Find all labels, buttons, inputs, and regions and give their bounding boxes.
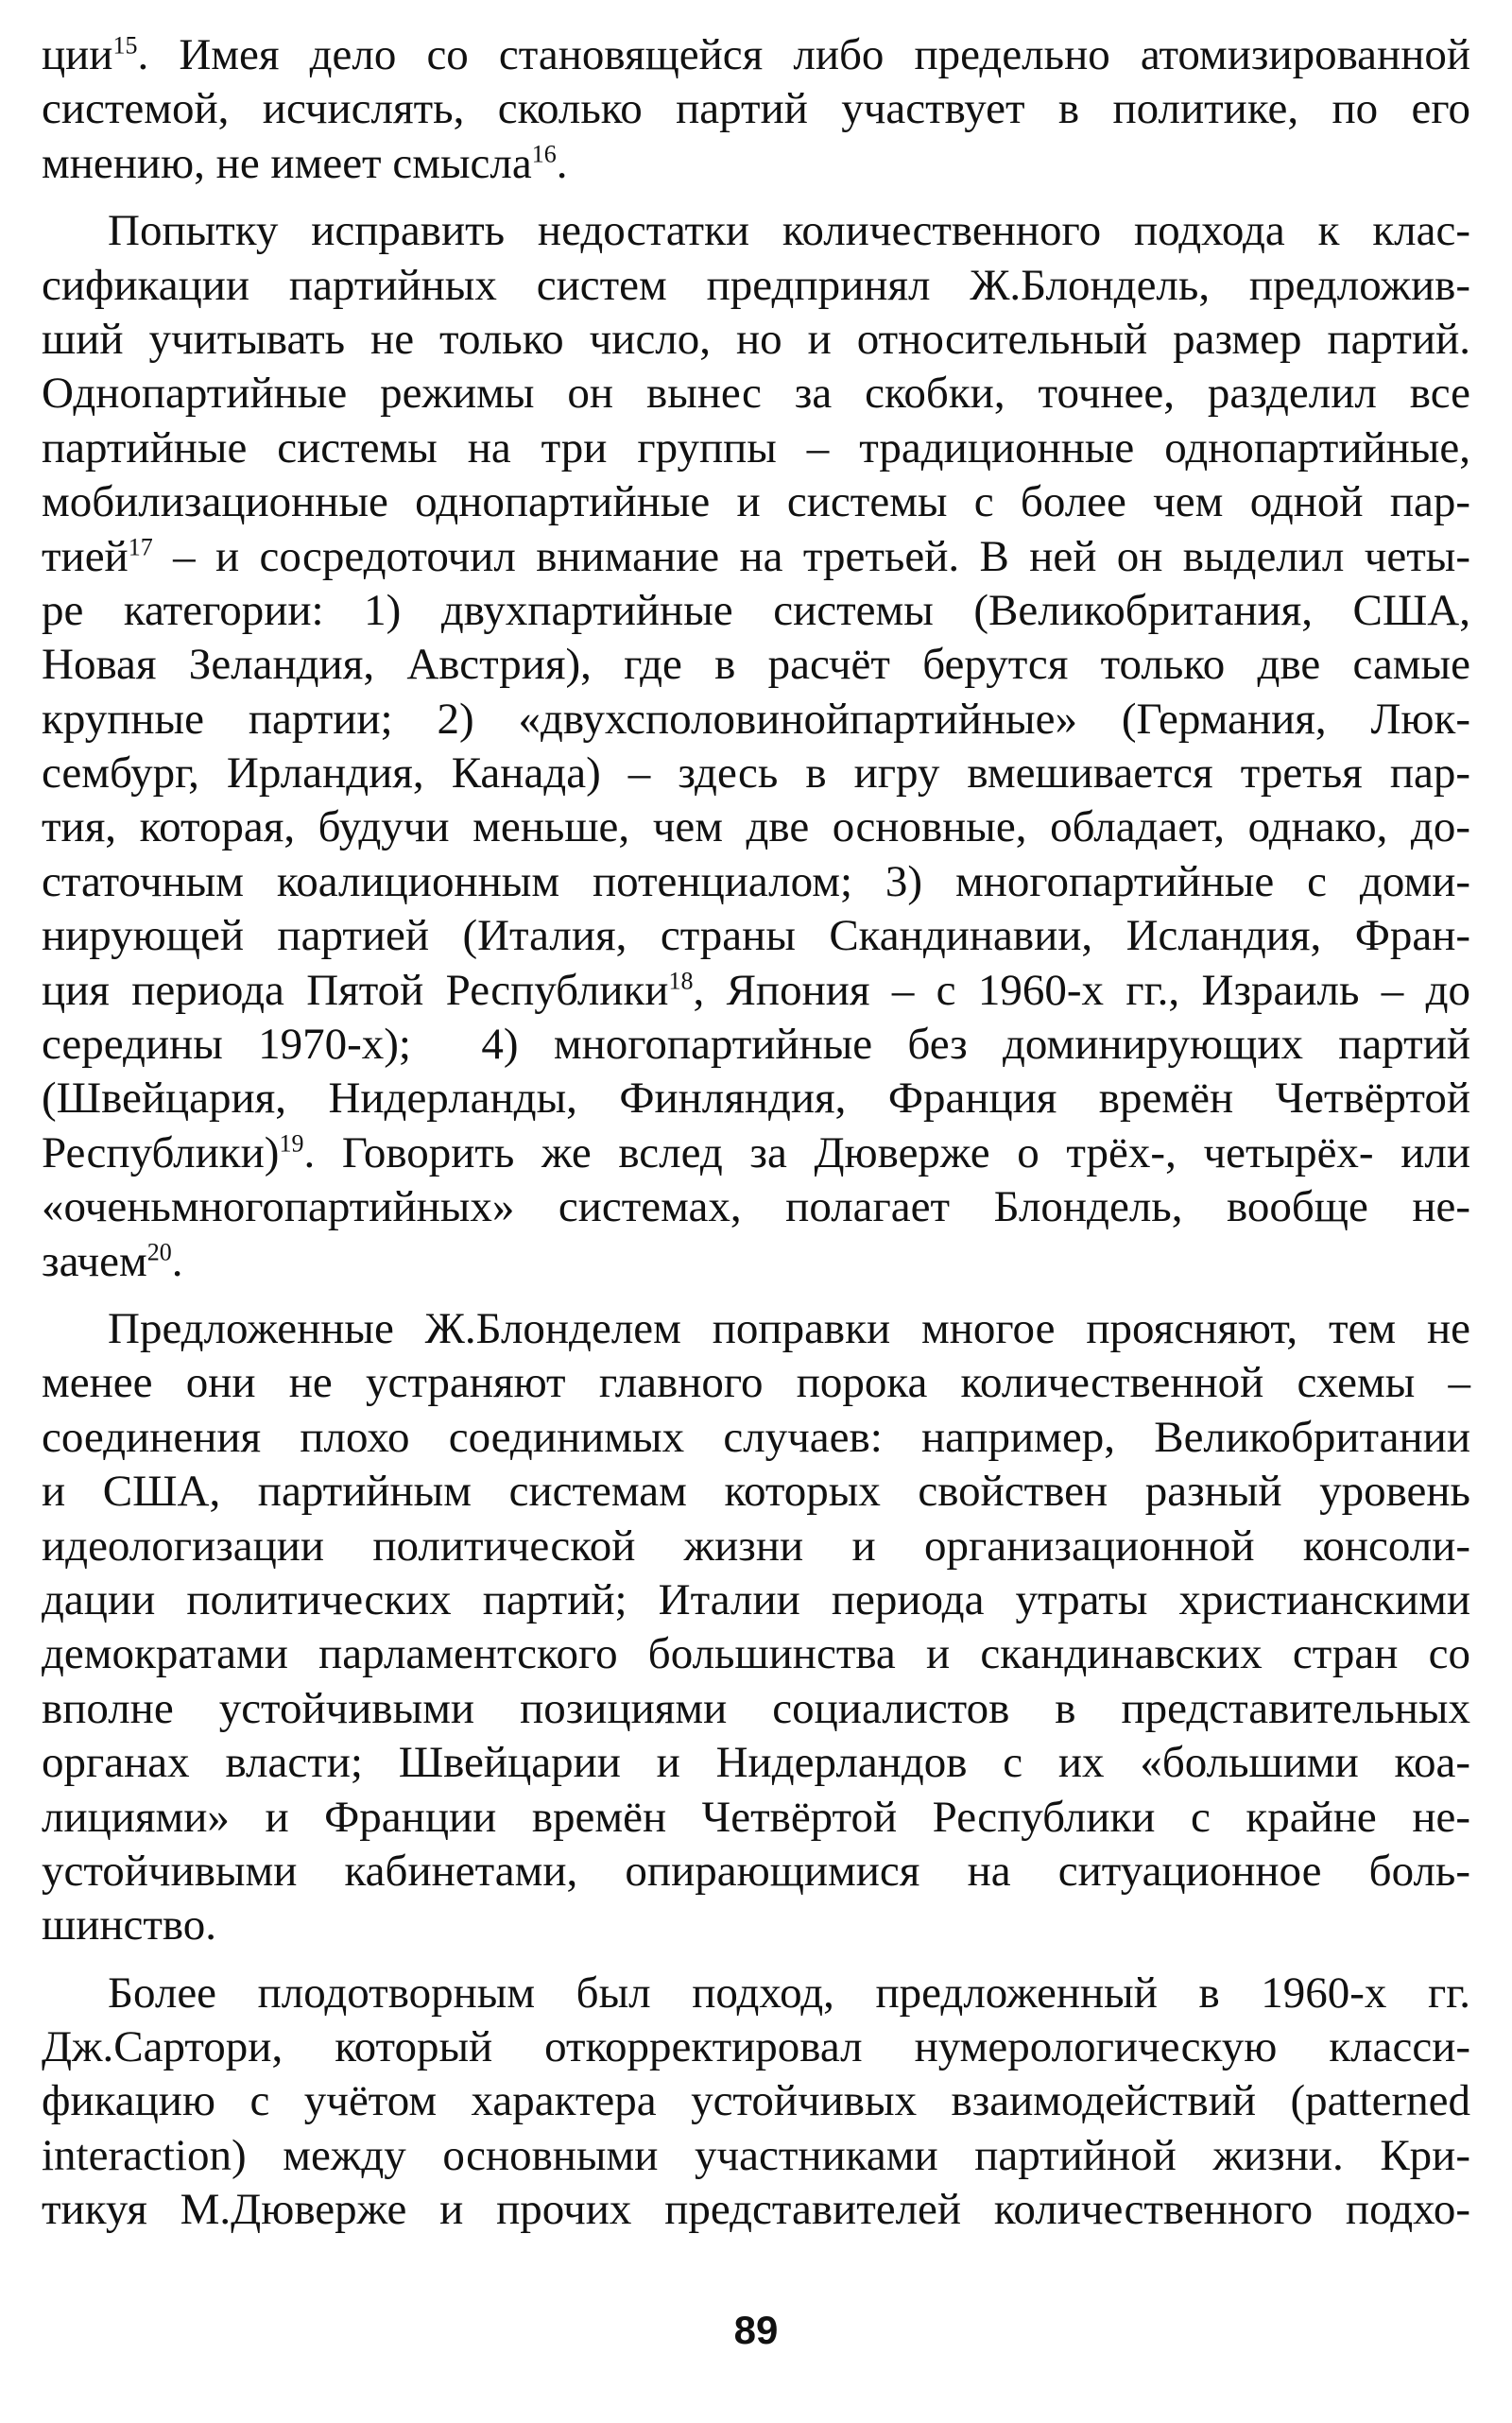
text-line: зачем$^{20}$. xyxy=(42,1236,183,1286)
text-line: вполне устойчивыми позициями социалистов в представительных xyxy=(42,1683,1470,1733)
text-line: Дж.Сартори, который откорректировал нумерологическую класси- xyxy=(42,2022,1470,2072)
text-line: тия, которая, будучи меньше, чем две основные, обладает, однако, до- xyxy=(42,802,1470,852)
footnote-marker: 18 xyxy=(668,966,694,994)
text-line: середины 1970-х); 4) многопартийные без доминирующих партий xyxy=(42,1020,1470,1070)
page-number: 89 xyxy=(733,2308,779,2352)
paragraph-gap xyxy=(42,1289,1470,1302)
text-line: фикацию с учётом характера устойчивых взаимодействий (patterned xyxy=(42,2076,1470,2126)
text-line: партийные системы на три группы – традиционные однопартийные, xyxy=(42,422,1470,473)
text-line: interaction) между основными участниками партийной жизни. Кри- xyxy=(42,2130,1470,2180)
text-line: ший учитывать не только число, но и относительный размер партий. xyxy=(42,314,1470,364)
paragraph xyxy=(42,1967,1470,2238)
text-line: идеологизации политической жизни и организационной консоли- xyxy=(42,1521,1470,1571)
text-line: Республики)$^{19}$. Говорить же вслед за Дюверже о трёх-, четырёх- или xyxy=(42,1127,1470,1177)
text-line: (Швейцария, Нидерланды, Финляндия, Франция времён Четвёртой xyxy=(42,1074,1470,1124)
text-line: шинство. xyxy=(42,1900,217,1950)
text-line: крупные партии; 2) «двухсполовинойпартийные» (Германия, Люк- xyxy=(42,694,1470,744)
paragraph-gap xyxy=(42,191,1470,204)
text-line: и США, партийным системам которых свойствен разный уровень xyxy=(42,1467,1470,1517)
text-line: дации политических партий; Италии периода утраты христианскими xyxy=(42,1574,1470,1624)
footnote-marker: 16 xyxy=(531,140,557,168)
footnote-marker: 17 xyxy=(128,532,153,560)
paragraph xyxy=(42,204,1470,1289)
text-line: нирующей партией (Италия, страны Скандинавии, Исландия, Фран- xyxy=(42,911,1470,961)
text-line: Предложенные Ж.Блонделем поправки многое проясняют, тем не xyxy=(108,1303,1470,1353)
paragraph-gap xyxy=(42,1953,1470,1967)
text-line: органах власти; Швейцарии и Нидерландов с их «большими коа- xyxy=(42,1738,1470,1788)
text-line: ре категории: 1) двухпартийные системы (Великобритания, США, xyxy=(42,585,1470,635)
text-line: статочным коалиционным потенциалом; 3) многопартийные с доми- xyxy=(42,856,1470,906)
text-line: системой, исчислять, сколько партий участвует в политике, по его xyxy=(42,84,1470,134)
text-line: Однопартийные режимы он вынес за скобки, точнее, разделил все xyxy=(42,369,1470,419)
book-page xyxy=(42,28,1470,2423)
text-line: менее они не устраняют главного порока количественной схемы – xyxy=(42,1358,1470,1408)
text-line: тикуя М.Дюверже и прочих представителей количественного подхо- xyxy=(42,2185,1470,2235)
text-line: устойчивыми кабинетами, опирающимися на ситуационное боль- xyxy=(42,1846,1470,1896)
text-line: соединения плохо соединимых случаев: например, Великобритании xyxy=(42,1412,1470,1462)
text-line: «оченьмногопартийных» системах, полагает Блондель, вообще не- xyxy=(42,1182,1470,1232)
footnote-marker: 20 xyxy=(146,1237,172,1265)
text-line: ции$^{15}$. Имея дело со становящейся либо предельно атомизированной xyxy=(42,30,1470,79)
text-line: мобилизационные однопартийные и системы с более чем одной пар- xyxy=(42,477,1470,527)
footnote-marker: 19 xyxy=(279,1129,304,1158)
footnote-marker: 15 xyxy=(112,31,138,60)
text-line: Более плодотворным был подход, предложенный в 1960-х гг. xyxy=(108,1968,1470,2018)
text-line: ция периода Пятой Республики$^{18}$, Япония – с 1960-х гг., Израиль – до xyxy=(42,965,1471,1015)
text-line: лициями» и Франции времён Четвёртой Республики с крайне не- xyxy=(42,1792,1470,1842)
text-line: Попытку исправить недостатки количественного подхода к клас- xyxy=(108,206,1470,256)
paragraph xyxy=(42,1302,1470,1953)
text-line: сембург, Ирландия, Канада) – здесь в игру вмешивается третья пар- xyxy=(42,748,1470,799)
text-line: сификации партийных систем предпринял Ж.Блондель, предложив- xyxy=(42,260,1470,310)
paragraph xyxy=(42,28,1470,191)
text-line: Новая Зеландия, Австрия), где в расчёт берутся только две самые xyxy=(42,640,1470,690)
text-line: мнению, не имеет смысла$^{16}$. xyxy=(42,138,568,188)
text-line: демократами парламентского большинства и скандинавских стран со xyxy=(42,1629,1470,1679)
text-line: тией$^{17}$ – и сосредоточил внимание на третьей. В ней он выделил четы- xyxy=(42,531,1470,581)
